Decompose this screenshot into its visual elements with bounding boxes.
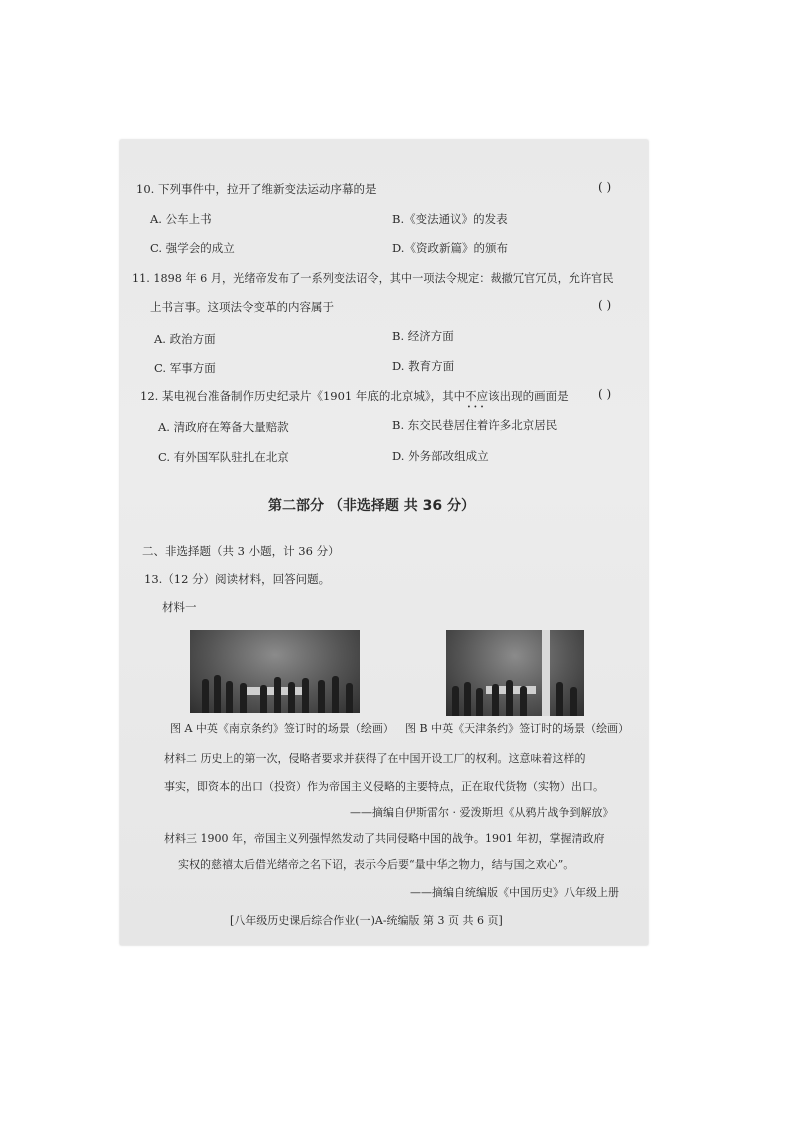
- figure-a-caption: 图 A 中英《南京条约》签订时的场景（绘画）: [170, 722, 394, 735]
- q10-option-c: C. 强学会的成立: [150, 241, 235, 255]
- figure-a-nanjing-treaty-image: [190, 630, 360, 713]
- q10-option-b: B.《变法通议》的发表: [392, 212, 508, 226]
- material3-source: ——摘编自统编版《中国历史》八年级上册: [410, 886, 619, 899]
- material3-line1: 材料三 1900 年，帝国主义列强悍然发动了共同侵略中国的战争。1901 年初，掌握清政府: [164, 832, 605, 845]
- q10-answer-paren: ( ): [598, 180, 612, 194]
- exam-paper: [120, 140, 648, 945]
- q11-option-d: D. 教育方面: [392, 359, 455, 373]
- q12-stem-post: 出现的画面是: [499, 389, 569, 403]
- part2-heading: 二、非选择题（共 3 小题，计 36 分）: [142, 544, 340, 558]
- q12-option-d: D. 外务部改组成立: [392, 449, 489, 463]
- q13-stem: 13.（12 分）阅读材料，回答问题。: [144, 572, 331, 586]
- q12-option-a: A. 清政府在筹备大量赔款: [158, 420, 289, 434]
- q12-option-b: B. 东交民巷居住着许多北京居民: [392, 418, 558, 432]
- material2-line2: 事实，即资本的出口（投资）作为帝国主义侵略的主要特点，正在取代货物（实物）出口。: [164, 780, 604, 793]
- q11-stem-line1: 11. 1898 年 6 月，光绪帝发布了一系列变法诏令，其中一项法令规定：裁撤冗官冗员，允许官民: [132, 272, 614, 285]
- q11-option-b: B. 经济方面: [392, 329, 454, 343]
- q11-option-a: A. 政治方面: [154, 332, 216, 346]
- q10-stem: 10. 下列事件中，拉开了维新变法运动序幕的是: [136, 182, 377, 196]
- q12-option-c: C. 有外国军队驻扎在北京: [158, 450, 289, 464]
- q11-answer-paren: ( ): [598, 298, 612, 312]
- q11-option-c: C. 军事方面: [154, 361, 216, 375]
- q12-answer-paren: ( ): [598, 387, 612, 401]
- q12-stem-pre: 12. 某电视台准备制作历史纪录片《1901 年底的北京城》，其中: [140, 389, 466, 403]
- figure-b-caption: 图 B 中英《天津条约》签订时的场景（绘画）: [405, 722, 630, 735]
- q10-option-a: A. 公车上书: [150, 212, 212, 226]
- material3-line2: 实权的慈禧太后借光绪帝之名下诏，表示今后要“量中华之物力，结与国之欢心”。: [178, 858, 575, 871]
- q10-option-d: D.《资政新篇》的颁布: [392, 241, 508, 255]
- page-footer: [八年级历史课后综合作业(一)A-统编版 第 3 页 共 6 页]: [230, 914, 503, 927]
- material2-line1: 材料二 历史上的第一次，侵略者要求并获得了在中国开设工厂的权利。这意味着这样的: [164, 752, 586, 765]
- material2-source: ——摘编自伊斯雷尔 · 爱泼斯坦《从鸦片战争到解放》: [350, 806, 614, 819]
- part2-title: 第二部分 （非选择题 共 36 分）: [268, 498, 475, 514]
- figure-b-tianjin-treaty-image: [446, 630, 584, 716]
- q12-stem-emphasis: 不应该 •••: [465, 389, 500, 403]
- material1-label: 材料一: [162, 600, 197, 614]
- q12-stem: [140, 389, 569, 403]
- q11-stem-line2: 上书言事。这项法令变革的内容属于: [150, 300, 334, 314]
